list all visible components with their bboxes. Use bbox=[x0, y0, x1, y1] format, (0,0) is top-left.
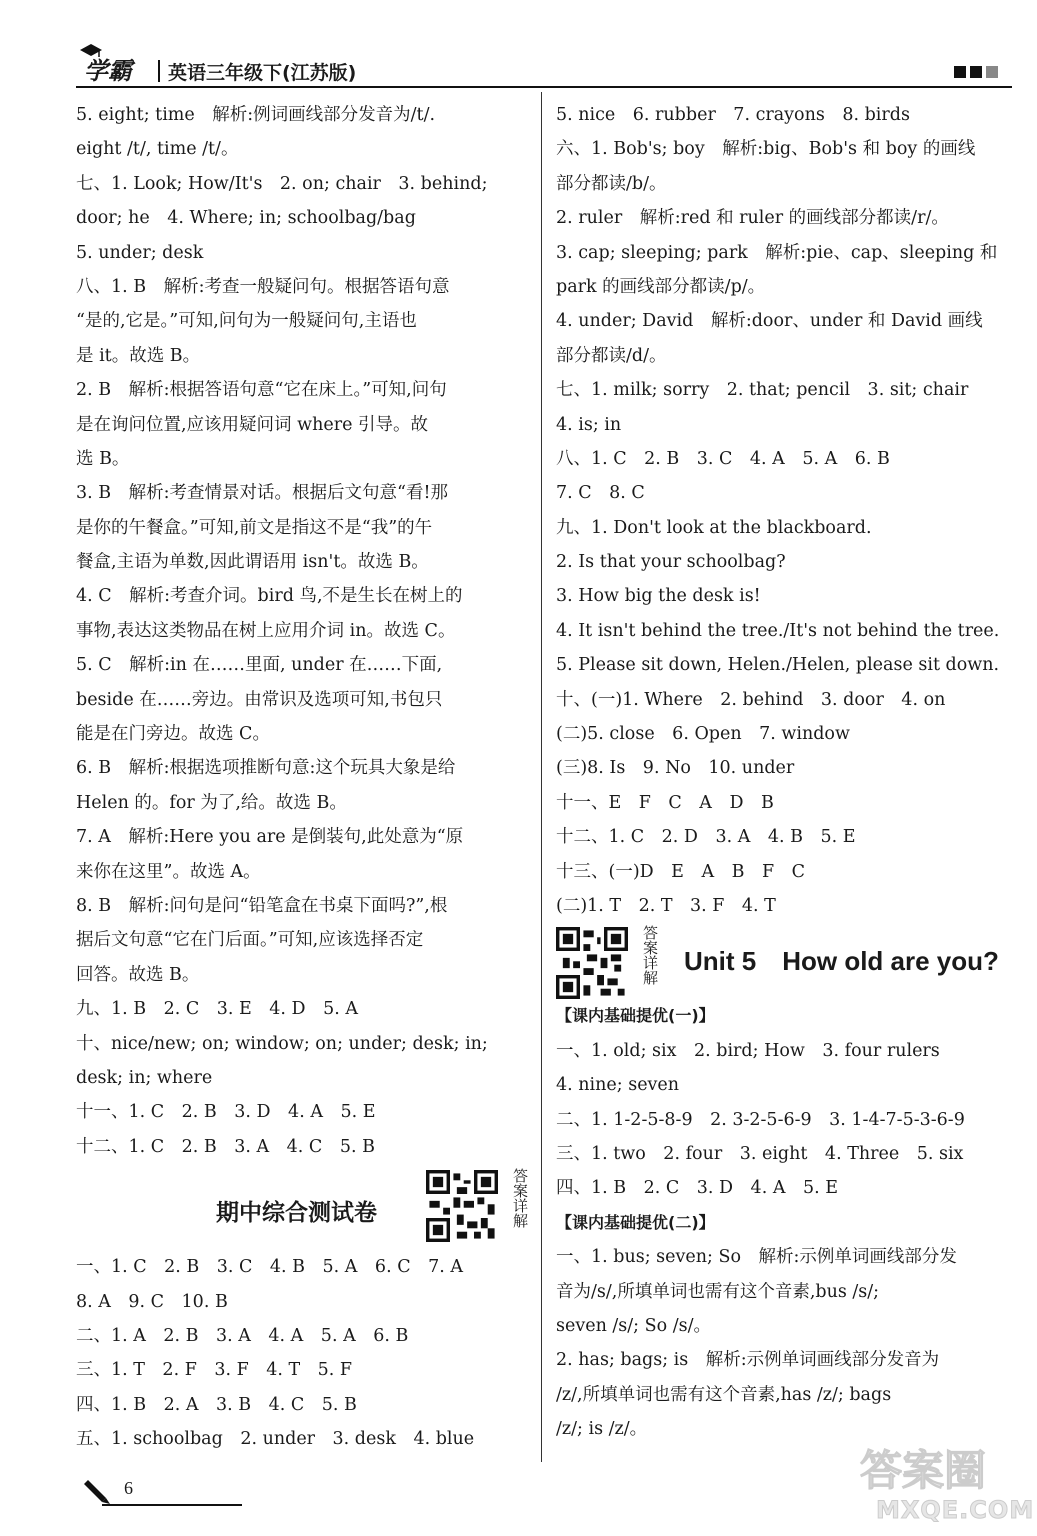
book-title: 英语三年级下(江苏版) bbox=[168, 62, 357, 84]
answer-line: 餐盒,主语为单数,因此谓语用 isn't。故选 B。 bbox=[76, 552, 429, 573]
answer-line: park 的画线部分都读/p/。 bbox=[556, 276, 766, 297]
answer-line: 选 B。 bbox=[76, 448, 130, 469]
answer-line: 是 it。故选 B。 bbox=[76, 345, 201, 366]
qr-caption: 答案详解 bbox=[641, 925, 659, 986]
answer-line: 能是在门旁边。故选 C。 bbox=[76, 724, 270, 745]
answer-line: 五、1. schoolbag 2. under 3. desk 4. blue bbox=[76, 1429, 475, 1450]
answer-line: 8. B 解析:问句是问“铅笔盒在书桌下面吗?”,根 bbox=[76, 895, 448, 916]
answer-line: 二、1. A 2. B 3. A 4. A 5. A 6. B bbox=[76, 1325, 409, 1346]
answer-line: 5. under; desk bbox=[76, 242, 204, 263]
answer-line: 一、1. old; six 2. bird; How 3. four rulers bbox=[556, 1040, 940, 1061]
answer-line: 二、1. 1-2-5-8-9 2. 3-2-5-6-9 3. 1-4-7-5-3-6-9 bbox=[556, 1109, 965, 1130]
page-number: 6 bbox=[124, 1478, 133, 1498]
answer-line: 3. How big the desk is! bbox=[556, 586, 761, 607]
answer-line: 九、1. B 2. C 3. E 4. D 5. A bbox=[76, 999, 358, 1020]
subsection-heading: 【课内基础提优(二)】 bbox=[556, 1212, 715, 1232]
answer-line: 5. eight; time 解析:例词画线部分发音为/t/. bbox=[76, 105, 436, 125]
answer-line: 3. B 解析:考查情景对话。根据后文句意“看!那 bbox=[76, 483, 448, 504]
midterm-title: 期中综合测试卷 bbox=[216, 1200, 377, 1227]
answer-line: 回答。故选 B。 bbox=[76, 964, 200, 985]
answer-line: seven /s/; So /s/。 bbox=[556, 1315, 712, 1336]
answer-line: 八、1. B 解析:考查一般疑问句。根据答语句意 bbox=[76, 276, 450, 297]
answer-line: 部分都读/b/。 bbox=[556, 173, 667, 194]
watermark-url: MXQE.COM bbox=[876, 1496, 1035, 1524]
answer-line: 3. cap; sleeping; park 解析:pie、cap、sleeping 和 bbox=[556, 242, 998, 263]
answer-line: 据后文句意“它在门后面。”可知,应该选择否定 bbox=[76, 930, 424, 951]
answer-line: 事物,表达这类物品在树上应用介词 in。故选 C。 bbox=[76, 620, 456, 641]
answer-line: 十二、1. C 2. B 3. A 4. C 5. B bbox=[76, 1136, 375, 1157]
answer-line: 十、(一)1. Where 2. behind 3. door 4. on bbox=[556, 689, 946, 710]
watermark bbox=[856, 1438, 1035, 1530]
answer-line: 2. has; bags; is 解析:示例单词画线部分发音为 bbox=[556, 1350, 940, 1371]
answer-line: eight /t/, time /t/。 bbox=[76, 139, 239, 160]
answer-line: 7. A 解析:Here you are 是倒装句,此处意为“原 bbox=[76, 827, 464, 848]
qr-code-icon bbox=[556, 927, 628, 999]
answer-line: 4. under; David 解析:door、under 和 David 画线 bbox=[556, 311, 983, 332]
answer-line: (三)8. Is 9. No 10. under bbox=[556, 758, 795, 779]
answer-line: 是在询问位置,应该用疑问词 where 引导。故 bbox=[76, 414, 429, 435]
answer-line: /z/; is /z/。 bbox=[556, 1419, 648, 1440]
unit5-title: Unit 5 How old are you? bbox=[684, 946, 999, 977]
answer-line: 7. C 8. C bbox=[556, 483, 645, 504]
answer-line: (二)5. close 6. Open 7. window bbox=[556, 724, 850, 745]
graduation-cap-icon bbox=[80, 44, 102, 58]
answer-line: 一、1. C 2. B 3. C 4. B 5. A 6. C 7. A bbox=[76, 1257, 463, 1278]
left-column bbox=[76, 98, 532, 1456]
header-separator bbox=[158, 60, 160, 82]
pencil-icon bbox=[80, 1480, 116, 1504]
answer-line: 部分都读/d/。 bbox=[556, 345, 667, 366]
brand-name: 学霸 bbox=[84, 57, 132, 85]
answer-line: 四、1. B 2. A 3. B 4. C 5. B bbox=[76, 1394, 357, 1415]
answer-line: desk; in; where bbox=[76, 1067, 213, 1088]
answer-line: 来你在这里”。故选 A。 bbox=[76, 861, 261, 882]
qr-caption: 答案详解 bbox=[511, 1168, 529, 1229]
answer-line: 8. A 9. C 10. B bbox=[76, 1291, 228, 1312]
answer-line: 四、1. B 2. C 3. D 4. A 5. E bbox=[556, 1178, 838, 1199]
column-divider bbox=[541, 92, 542, 1462]
right-column bbox=[556, 98, 1018, 1446]
midterm-banner bbox=[76, 1164, 532, 1250]
answer-line: 5. nice 6. rubber 7. crayons 8. birds bbox=[556, 105, 910, 125]
answer-line: 三、1. T 2. F 3. F 4. T 5. F bbox=[76, 1360, 353, 1381]
answer-line: (二)1. T 2. T 3. F 4. T bbox=[556, 895, 776, 916]
page-footer bbox=[80, 1478, 180, 1508]
answer-line: “是的,它是。”可知,问句为一般疑问句,主语也 bbox=[76, 311, 417, 332]
unit5-banner bbox=[556, 923, 1018, 999]
answer-line: 三、1. two 2. four 3. eight 4. Three 5. six bbox=[556, 1143, 964, 1164]
qr-code-icon bbox=[426, 1170, 498, 1242]
answer-line: 音为/s/,所填单词也需有这个音素,bus /s/; bbox=[556, 1281, 880, 1302]
answer-line: 七、1. Look; How/It's 2. on; chair 3. behind; bbox=[76, 173, 488, 194]
header-rule bbox=[76, 86, 1012, 88]
answer-line: 七、1. milk; sorry 2. that; pencil 3. sit; chair bbox=[556, 380, 969, 401]
answer-line: 六、1. Bob's; boy 解析:big、Bob's 和 boy 的画线 bbox=[556, 139, 976, 160]
answer-line: /z/,所填单词也需有这个音素,has /z/; bags bbox=[556, 1384, 892, 1405]
subsection-heading: 【课内基础提优(一)】 bbox=[556, 1006, 715, 1026]
answer-line: 十一、1. C 2. B 3. D 4. A 5. E bbox=[76, 1102, 376, 1123]
answer-line: door; he 4. Where; in; schoolbag/bag bbox=[76, 208, 416, 229]
answer-line: 6. B 解析:根据选项推断句意:这个玩具大象是给 bbox=[76, 758, 456, 779]
answer-line: 4. nine; seven bbox=[556, 1075, 680, 1096]
footer-rule bbox=[102, 1504, 242, 1506]
answer-line: 5. Please sit down, Helen./Helen, please sit down. bbox=[556, 655, 1000, 676]
answer-line: 4. C 解析:考查介词。bird 鸟,不是生长在树上的 bbox=[76, 586, 463, 607]
answer-line: 十、nice/new; on; window; on; under; desk; in; bbox=[76, 1033, 488, 1054]
answer-line: 2. B 解析:根据答语句意“它在床上。”可知,问句 bbox=[76, 380, 447, 401]
answer-line: 2. ruler 解析:red 和 ruler 的画线部分都读/r/。 bbox=[556, 208, 949, 229]
answer-line: Helen 的。for 为了,给。故选 B。 bbox=[76, 792, 347, 813]
answer-line: beside 在……旁边。由常识及选项可知,书包只 bbox=[76, 689, 443, 710]
page-header bbox=[76, 52, 1012, 88]
answer-line: 一、1. bus; seven; So 解析:示例单词画线部分发 bbox=[556, 1247, 957, 1268]
answer-line: 十一、E F C A D B bbox=[556, 792, 774, 813]
answer-line: 4. is; in bbox=[556, 414, 622, 435]
answer-line: 是你的午餐盒。”可知,前文是指这不是“我”的午 bbox=[76, 517, 433, 538]
answer-line: 九、1. Don't look at the blackboard. bbox=[556, 517, 872, 538]
answer-line: 4. It isn't behind the tree./It's not behind the tree. bbox=[556, 620, 1000, 641]
answer-line: 5. C 解析:in 在……里面, under 在……下面, bbox=[76, 655, 443, 676]
answer-line: 十二、1. C 2. D 3. A 4. B 5. E bbox=[556, 827, 856, 848]
header-squares-decoration bbox=[954, 66, 998, 78]
brand-logo bbox=[76, 52, 132, 86]
answer-line: 2. Is that your schoolbag? bbox=[556, 552, 786, 573]
answer-line: 十三、(一)D E A B F C bbox=[556, 861, 805, 882]
watermark-logo: 答案圈 bbox=[860, 1446, 987, 1495]
answer-line: 八、1. C 2. B 3. C 4. A 5. A 6. B bbox=[556, 448, 890, 469]
